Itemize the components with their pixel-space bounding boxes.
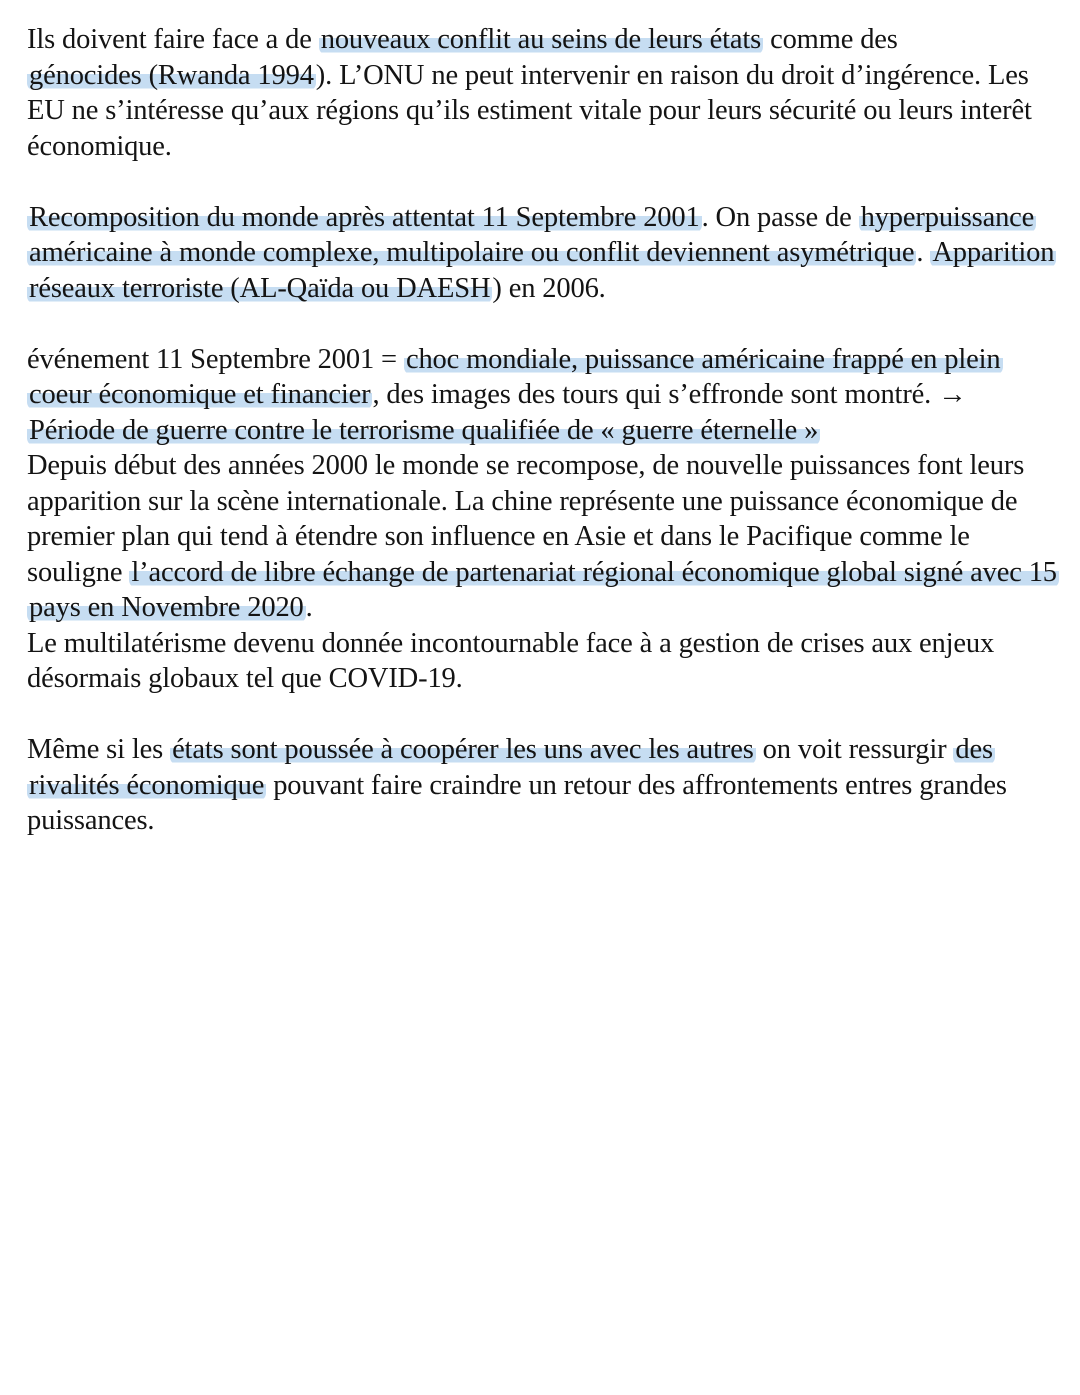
highlighted-text: choc mondiale, puissance américaine frappé en plein coeur économique et financier: [29, 343, 1001, 410]
paragraph-4: [27, 448, 1060, 626]
highlighted-text: hyperpuissance américaine à monde complexe, multipolaire ou conflit deviennent asymétrique: [29, 201, 1035, 268]
text-segment: . On passe de: [701, 201, 859, 233]
paragraph-6: [27, 732, 1060, 839]
text-segment: on voit ressurgir: [755, 734, 954, 765]
highlighted-text: l’accord de libre échange de partenariat régional économique global signé avec 15 pays en Novembre 2020: [29, 556, 1057, 623]
highlighted-text: des rivalités économique: [29, 734, 993, 801]
paragraph-spacer: [27, 306, 1060, 342]
text-segment: Même si les: [27, 734, 171, 765]
paragraph-5: [27, 626, 1060, 697]
highlighted-text: Période de guerre contre le terrorisme qualifiée de « guerre éternelle »: [29, 414, 819, 446]
highlighted-text: Apparition réseaux terroriste (AL-Qaïda ou DAESH: [29, 237, 1055, 304]
text-segment: .: [916, 237, 931, 268]
text-segment: ). L’ONU ne peut intervenir en raison du droit d’ingérence. Les EU ne s’intéresse qu’aux régions qu’ils estiment vitale pour leurs sécurité ou leurs interêt économique.: [27, 59, 1032, 162]
highlighted-text: états sont poussée à coopérer les uns avec les autres: [172, 734, 754, 765]
text-segment: événement 11 Septembre 2001 =: [27, 343, 404, 375]
text-segment: Ils doivent faire face a de: [27, 24, 319, 55]
text-segment: pouvant faire craindre un retour des affrontements entres grandes puissances.: [27, 769, 1007, 836]
text-segment: , des images des tours qui s’effronde sont montré. →: [372, 379, 967, 410]
text-segment: Le multilatérisme devenu donnée incontournable face à a gestion de crises aux enjeux désormais globaux tel que COVID-19.: [27, 627, 995, 694]
text-segment: .: [305, 592, 313, 623]
highlighted-text: Recomposition du monde après attentat 11 Septembre 2001: [29, 201, 700, 233]
paragraph-1: [27, 22, 1060, 164]
paragraph-2: [27, 200, 1060, 307]
highlighted-text: génocides (Rwanda 1994: [29, 59, 314, 91]
text-segment: comme des: [763, 24, 898, 55]
text-segment: ) en 2006.: [492, 272, 606, 304]
paragraph-3: [27, 342, 1060, 449]
text-segment: Depuis début des années 2000 le monde se recompose, de nouvelle puissances font leurs apparition sur la scène internationale. La chine représente une puissance économique de premier plan qui tend à étendre son influence en Asie et dans le Pacifique comme le souligne: [27, 450, 1025, 588]
paragraph-spacer: [27, 697, 1060, 733]
paragraph-spacer: [27, 164, 1060, 200]
highlighted-text: nouveaux conflit au seins de leurs états: [320, 24, 762, 55]
